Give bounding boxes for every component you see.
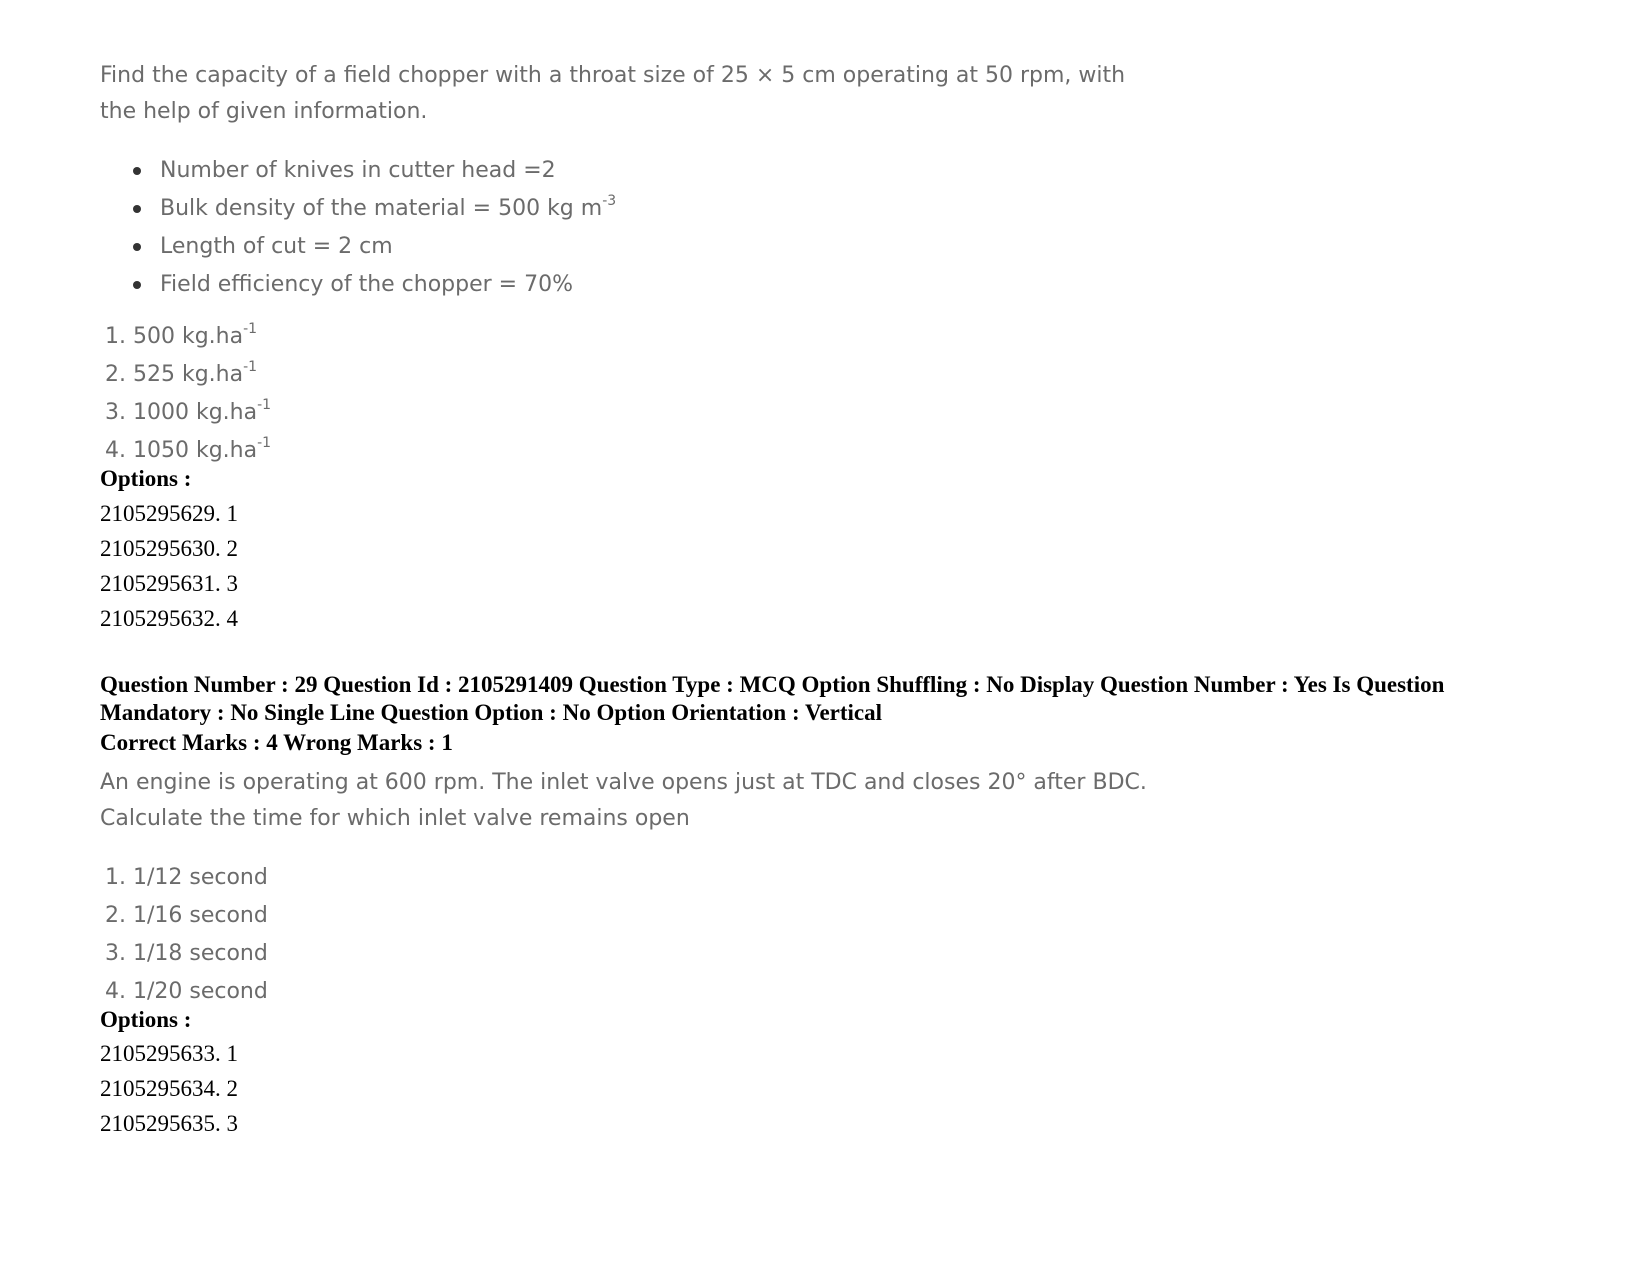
answer-choice [105, 432, 271, 470]
answer-choice: 1. 1/12 second [105, 865, 268, 890]
option-item: 2105295629. 1 [100, 501, 238, 526]
q28-answer-choices [105, 318, 271, 470]
given-info-item [130, 266, 616, 304]
q28-options-label: Options : [100, 466, 192, 491]
given-info-superscript: -3 [602, 193, 617, 209]
bullet-icon [133, 243, 141, 251]
given-info-text: Number of knives in cutter head =2 [160, 158, 556, 183]
q29-options-label: Options : [100, 1007, 192, 1032]
q28-options-list [100, 496, 238, 636]
bullet-icon [133, 281, 141, 289]
answer-choice-text: 2. 525 kg.ha [105, 362, 244, 387]
answer-choice [105, 318, 271, 356]
q29-options-list [100, 1036, 238, 1141]
option-item: 2105295631. 3 [100, 571, 238, 596]
given-info-item [130, 228, 616, 266]
given-info-item [130, 152, 616, 190]
option-item: 2105295635. 3 [100, 1111, 238, 1136]
answer-choice: 4. 1/20 second [105, 979, 268, 1004]
given-info-text: Length of cut = 2 cm [160, 234, 393, 259]
option-item: 2105295632. 4 [100, 606, 238, 631]
answer-choice: 2. 1/16 second [105, 903, 268, 928]
given-info-text: Field efficiency of the chopper = 70% [160, 272, 573, 297]
answer-choice-superscript: -1 [243, 321, 258, 337]
option-item: 2105295630. 2 [100, 536, 238, 561]
q29-stem-line-1: An engine is operating at 600 rpm. The inlet valve opens just at TDC and closes 20° after BDC. [100, 770, 1147, 795]
q28-stem-line-1: Find the capacity of a field chopper with a throat size of 25 × 5 cm operating at 50 rpm, with [100, 63, 1126, 88]
given-info-item [130, 190, 616, 228]
answer-choice-superscript: -1 [257, 435, 272, 451]
q29-stem-line-2: Calculate the time for which inlet valve remains open [100, 806, 690, 831]
answer-choice-text: 4. 1050 kg.ha [105, 438, 258, 463]
answer-choice-superscript: -1 [257, 397, 272, 413]
q29-answer-choices [105, 859, 268, 1011]
answer-choice-superscript: -1 [243, 359, 258, 375]
q28-stem-line-2: the help of given information. [100, 99, 428, 124]
answer-choice [105, 394, 271, 432]
answer-choice: 3. 1/18 second [105, 941, 268, 966]
answer-choice-text: 1. 500 kg.ha [105, 324, 244, 349]
option-item: 2105295633. 1 [100, 1041, 238, 1066]
answer-choice-text: 3. 1000 kg.ha [105, 400, 258, 425]
q29-marks-info: Correct Marks : 4 Wrong Marks : 1 [100, 730, 453, 755]
q29-meta-info: Question Number : 29 Question Id : 2105291409 Question Type : MCQ Option Shuffling : No Display Question Number : Yes Is Question Mandatory : No Single Line Question Option : No Option Orientation : Vertical [100, 672, 1445, 725]
bullet-icon [133, 167, 141, 175]
option-item: 2105295634. 2 [100, 1076, 238, 1101]
answer-choice [105, 356, 271, 394]
bullet-icon [133, 205, 141, 213]
given-info-text: Bulk density of the material = 500 kg m [160, 196, 603, 221]
q28-given-info-list [130, 152, 616, 304]
